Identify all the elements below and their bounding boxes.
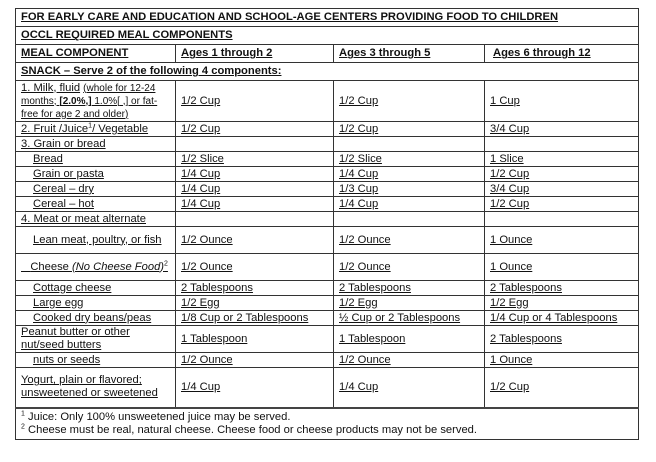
cell-value: 1/4 Cup [176,182,334,197]
cell-value: 3/4 Cup [485,122,639,137]
table-row [16,167,639,182]
footnote-ref: 1 [88,122,93,130]
cell-value: 1/4 Cup or 4 Tablespoons [485,311,639,326]
table-row [16,227,639,254]
meal-components-table [15,8,639,440]
row-label: 4. Meat or meat alternate [16,212,176,227]
cell-empty [334,137,485,152]
footnote-ref: 2 [164,259,168,267]
table-row [16,311,639,326]
table-title: FOR EARLY CARE AND EDUCATION AND SCHOOL-AGE CENTERS PROVIDING FOOD TO CHILDREN [16,9,639,27]
table-row [16,281,639,296]
cheese-label: Cheese [30,260,72,273]
column-header: Ages 1 through 2 [176,45,334,63]
cell-value: 1 Ounce [485,227,639,254]
cell-value: 1/2 Cup [485,368,639,408]
cell-value: 1 Slice [485,152,639,167]
cell-value: 2 Tablespoons [485,281,639,296]
cell-value: 1/2 Cup [334,122,485,137]
column-header-row [16,45,639,63]
row-label [16,254,176,281]
table-row [16,81,639,122]
cell-empty [176,212,334,227]
footnote-text: Juice: Only 100% unsweetened juice may be served. [24,410,291,423]
row-label: Yogurt, plain or flavored; unsweetened or sweetened [16,368,176,408]
table-row [16,137,639,152]
footnotes [16,408,639,440]
column-header: Ages 3 through 5 [334,45,485,63]
cell-value: 1/2 Ounce [334,227,485,254]
fruit-label-rest: / Vegetable [92,122,149,135]
milk-note-bold: [2.0%,] [59,95,92,107]
cell-value: 1/4 Cup [334,197,485,212]
row-label: Large egg [16,296,176,311]
footnote-mark: 1 [21,409,25,417]
row-label: Grain or pasta [16,167,176,182]
footnote [21,424,633,437]
row-label: Bread [16,152,176,167]
cheese-note: (No Cheese Food) [72,260,165,273]
cell-value: 1/2 Slice [334,152,485,167]
cell-value: 1/2 Cup [485,167,639,182]
cell-empty [176,137,334,152]
table-row [16,212,639,227]
row-label: nuts or seeds [16,353,176,368]
cell-value: 1/2 Cup [485,197,639,212]
table-row [16,197,639,212]
cell-value: 1/2 Egg [485,296,639,311]
table-row [16,368,639,408]
milk-note: (whole for 12-24 months; [21,82,156,107]
cell-value: 1 Tablespoon [334,326,485,353]
table-subtitle: OCCL REQUIRED MEAL COMPONENTS [16,27,639,45]
footnote-text: Cheese must be real, natural cheese. Cheese food or cheese products may not be served. [24,423,478,436]
cell-value: 1/2 Ounce [334,353,485,368]
cell-value: 1/2 Egg [334,296,485,311]
cell-value: 1/4 Cup [176,167,334,182]
column-header: MEAL COMPONENT [16,45,176,63]
row-label: Cooked dry beans/peas [16,311,176,326]
footnotes-row [16,408,639,440]
footnote-mark: 2 [21,422,25,430]
cell-empty [485,212,639,227]
milk-label: 1. Milk, fluid [21,81,81,94]
title-row [16,9,639,27]
row-label: 3. Grain or bread [16,137,176,152]
cell-value: 1 Tablespoon [176,326,334,353]
row-label: Cottage cheese [16,281,176,296]
cell-value: 1/4 Cup [176,197,334,212]
cell-value: 2 Tablespoons [485,326,639,353]
column-header: Ages 6 through 12 [485,45,639,63]
cell-value: 1/4 Cup [334,368,485,408]
table-row [16,254,639,281]
cell-value: 3/4 Cup [485,182,639,197]
cell-value: 1/4 Cup [176,368,334,408]
cell-value: 1 Ounce [485,254,639,281]
cell-empty [334,212,485,227]
cell-value: 1/2 Cup [176,122,334,137]
cell-value: 1 Cup [485,81,639,122]
cell-value: 1/4 Cup [334,167,485,182]
row-label: Lean meat, poultry, or fish [16,227,176,254]
milk-note-rest: 1.0%[ ,] or fat-free for age 2 and older) [21,95,158,120]
cell-value: 1/2 Egg [176,296,334,311]
cell-value: 1 Ounce [485,353,639,368]
row-label: Cereal – hot [16,197,176,212]
table-row [16,296,639,311]
table-row [16,353,639,368]
section-heading: SNACK – Serve 2 of the following 4 components: [16,63,639,81]
fruit-label: 2. Fruit /Juice [21,122,89,135]
cell-value: 1/2 Ounce [176,254,334,281]
cell-value: 1/3 Cup [334,182,485,197]
cell-value: 1/8 Cup or 2 Tablespoons [176,311,334,326]
cell-empty [485,137,639,152]
row-label [16,81,176,122]
cell-value: 2 Tablespoons [176,281,334,296]
cell-value: 1/2 Cup [334,81,485,122]
subtitle-row [16,27,639,45]
table-row [16,326,639,353]
cell-value: 1/2 Ounce [334,254,485,281]
section-row [16,63,639,81]
footnote [21,411,633,424]
row-label [16,122,176,137]
row-label: Cereal – dry [16,182,176,197]
cell-value: 1/2 Ounce [176,227,334,254]
row-label: Peanut butter or other nut/seed butters [16,326,176,353]
table-row [16,152,639,167]
cell-value: 1/2 Ounce [176,353,334,368]
cell-value: 1/2 Slice [176,152,334,167]
table-row [16,182,639,197]
table-row [16,122,639,137]
cell-value: 2 Tablespoons [334,281,485,296]
cell-value: ½ Cup or 2 Tablespoons [334,311,485,326]
cell-value: 1/2 Cup [176,81,334,122]
